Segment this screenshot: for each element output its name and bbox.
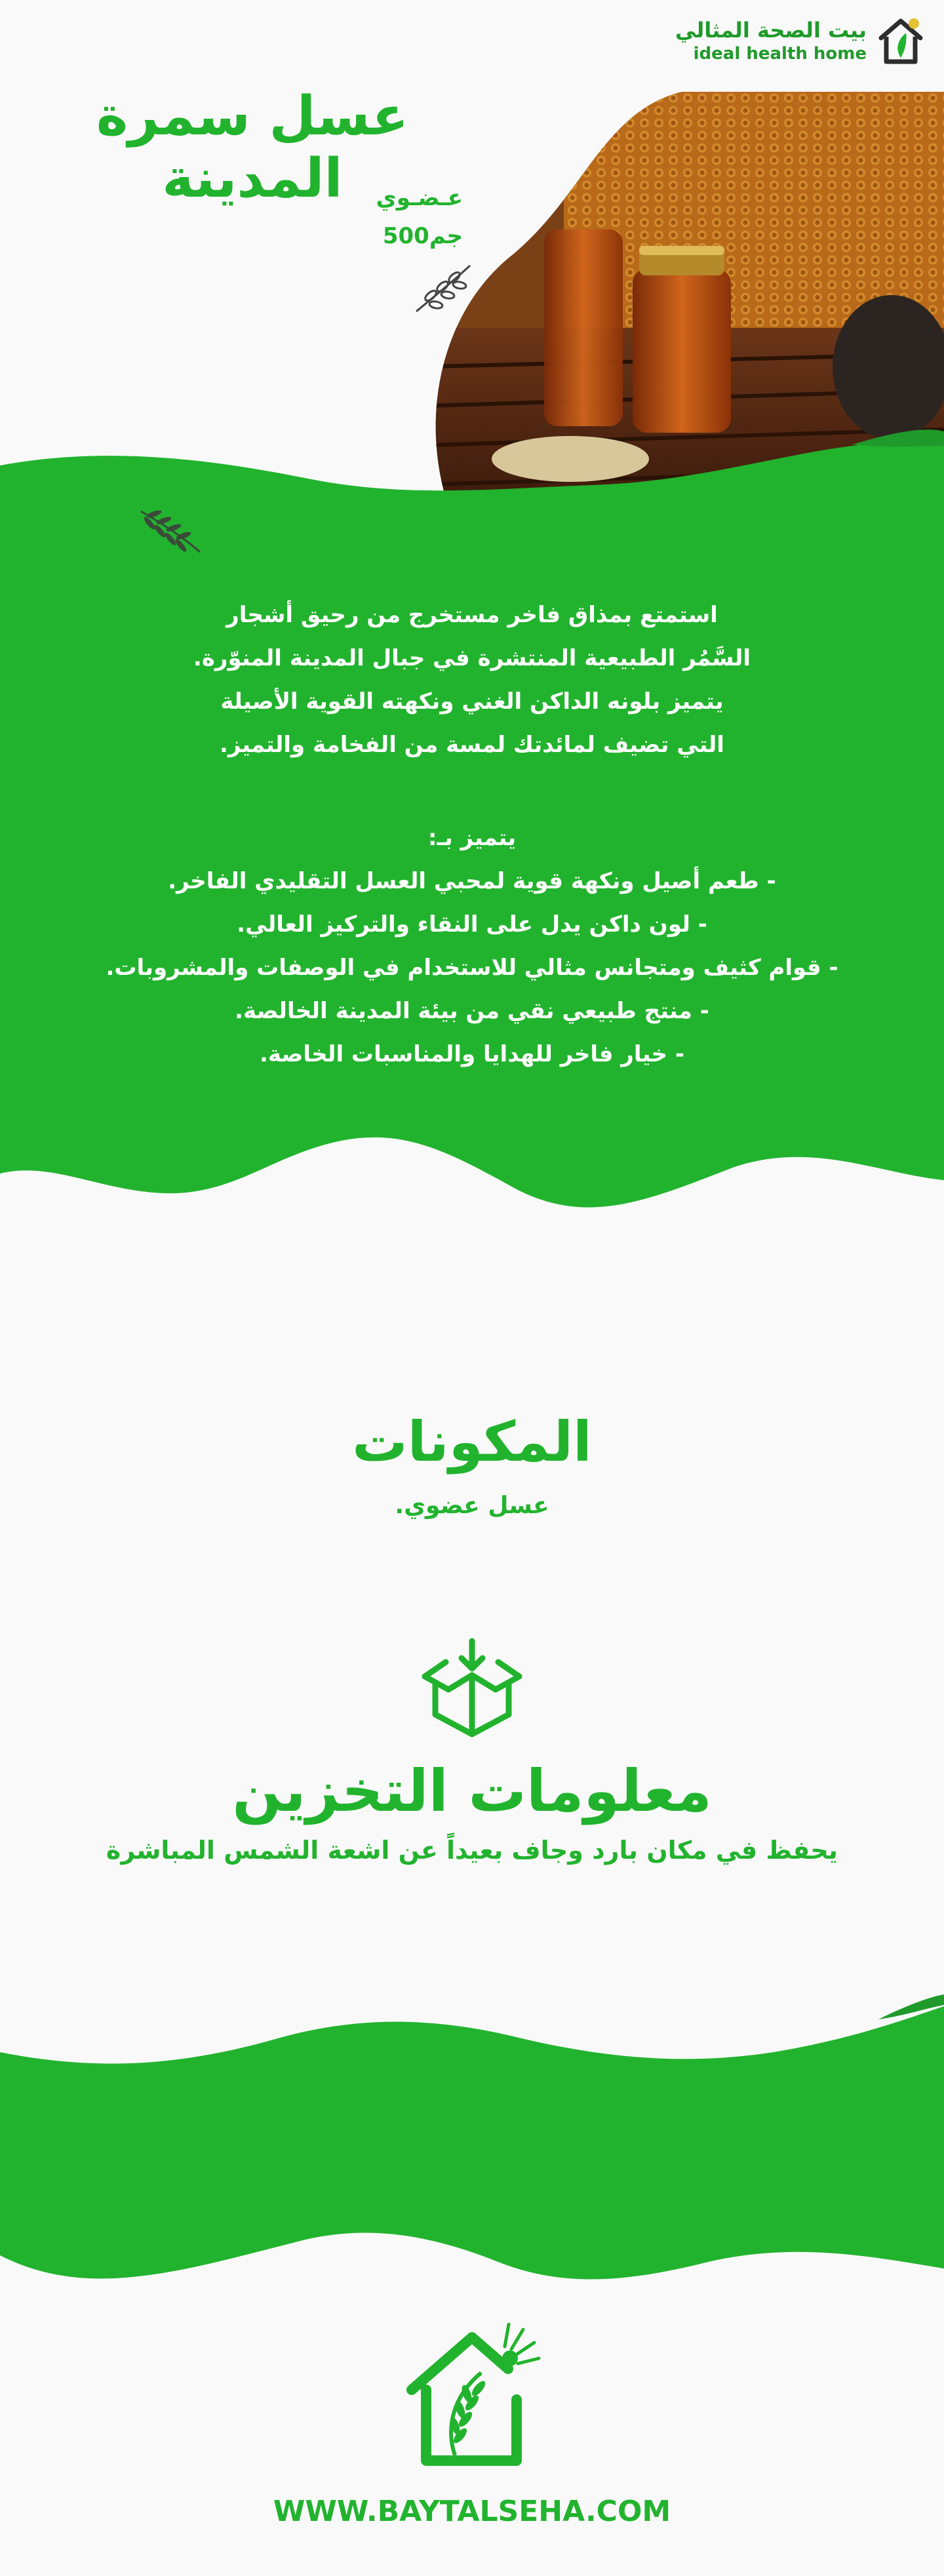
website-link[interactable]: WWW.BAYTALSEHA.COM bbox=[273, 2495, 671, 2528]
herb-sprig-icon bbox=[410, 259, 475, 318]
product-description bbox=[79, 593, 865, 766]
features-heading: يتميز بـ: bbox=[427, 825, 517, 851]
storage-title: معلومات التخزين bbox=[232, 1757, 712, 1825]
product-weight-label: 500جم bbox=[382, 223, 463, 249]
features-list bbox=[79, 816, 865, 1076]
footer-house-logo-icon bbox=[400, 2318, 544, 2475]
storage-text: يحفظ في مكان بارد وجاف بعيداً عن اشعة الشمس المباشرة bbox=[106, 1836, 838, 1865]
ingredients-title: المكونات bbox=[352, 1410, 592, 1474]
header-logo bbox=[675, 14, 926, 67]
product-type-label: عـضـوي bbox=[376, 185, 463, 211]
feature-item: - لون داكن يدل على النقاء والتركيز العالي. bbox=[237, 911, 707, 938]
feature-item: - خيار فاخر للهدايا والمناسبات الخاصة. bbox=[260, 1041, 684, 1067]
bottom-green-wave bbox=[0, 1980, 944, 2295]
description-line: التي تضيف لمائدتك لمسة من الفخامة والتميز. bbox=[220, 732, 724, 758]
description-line: استمتع بمذاق فاخر مستخرج من رحيق أشجار bbox=[226, 602, 718, 628]
feature-item: - منتج طبيعي نقي من بيئة المدينة الخالصة. bbox=[235, 998, 709, 1024]
product-title: عسل سمرة المدينة bbox=[96, 85, 409, 210]
ingredients-text: عسل عضوي. bbox=[395, 1492, 549, 1519]
description-line: يتميز بلونه الداكن الغني ونكهته القوية الأصيلة bbox=[220, 688, 724, 715]
description-line: السَّمُر الطبيعية المنتشرة في جبال المدينة المنوّرة. bbox=[193, 645, 751, 671]
brand-name-ar: بيت الصحة المثالي bbox=[675, 18, 867, 43]
house-logo-icon bbox=[876, 14, 926, 67]
feature-item: - قوام كثيف ومتجانس مثالي للاستخدام في الوصفات والمشروبات. bbox=[106, 955, 838, 981]
leaf-branch-icon bbox=[138, 505, 203, 557]
storage-box-icon bbox=[420, 1636, 524, 1741]
brand-name-en: ideal health home bbox=[693, 44, 867, 64]
feature-item: - طعم أصيل ونكهة قوية لمحبي العسل التقليدي الفاخر. bbox=[168, 868, 776, 894]
